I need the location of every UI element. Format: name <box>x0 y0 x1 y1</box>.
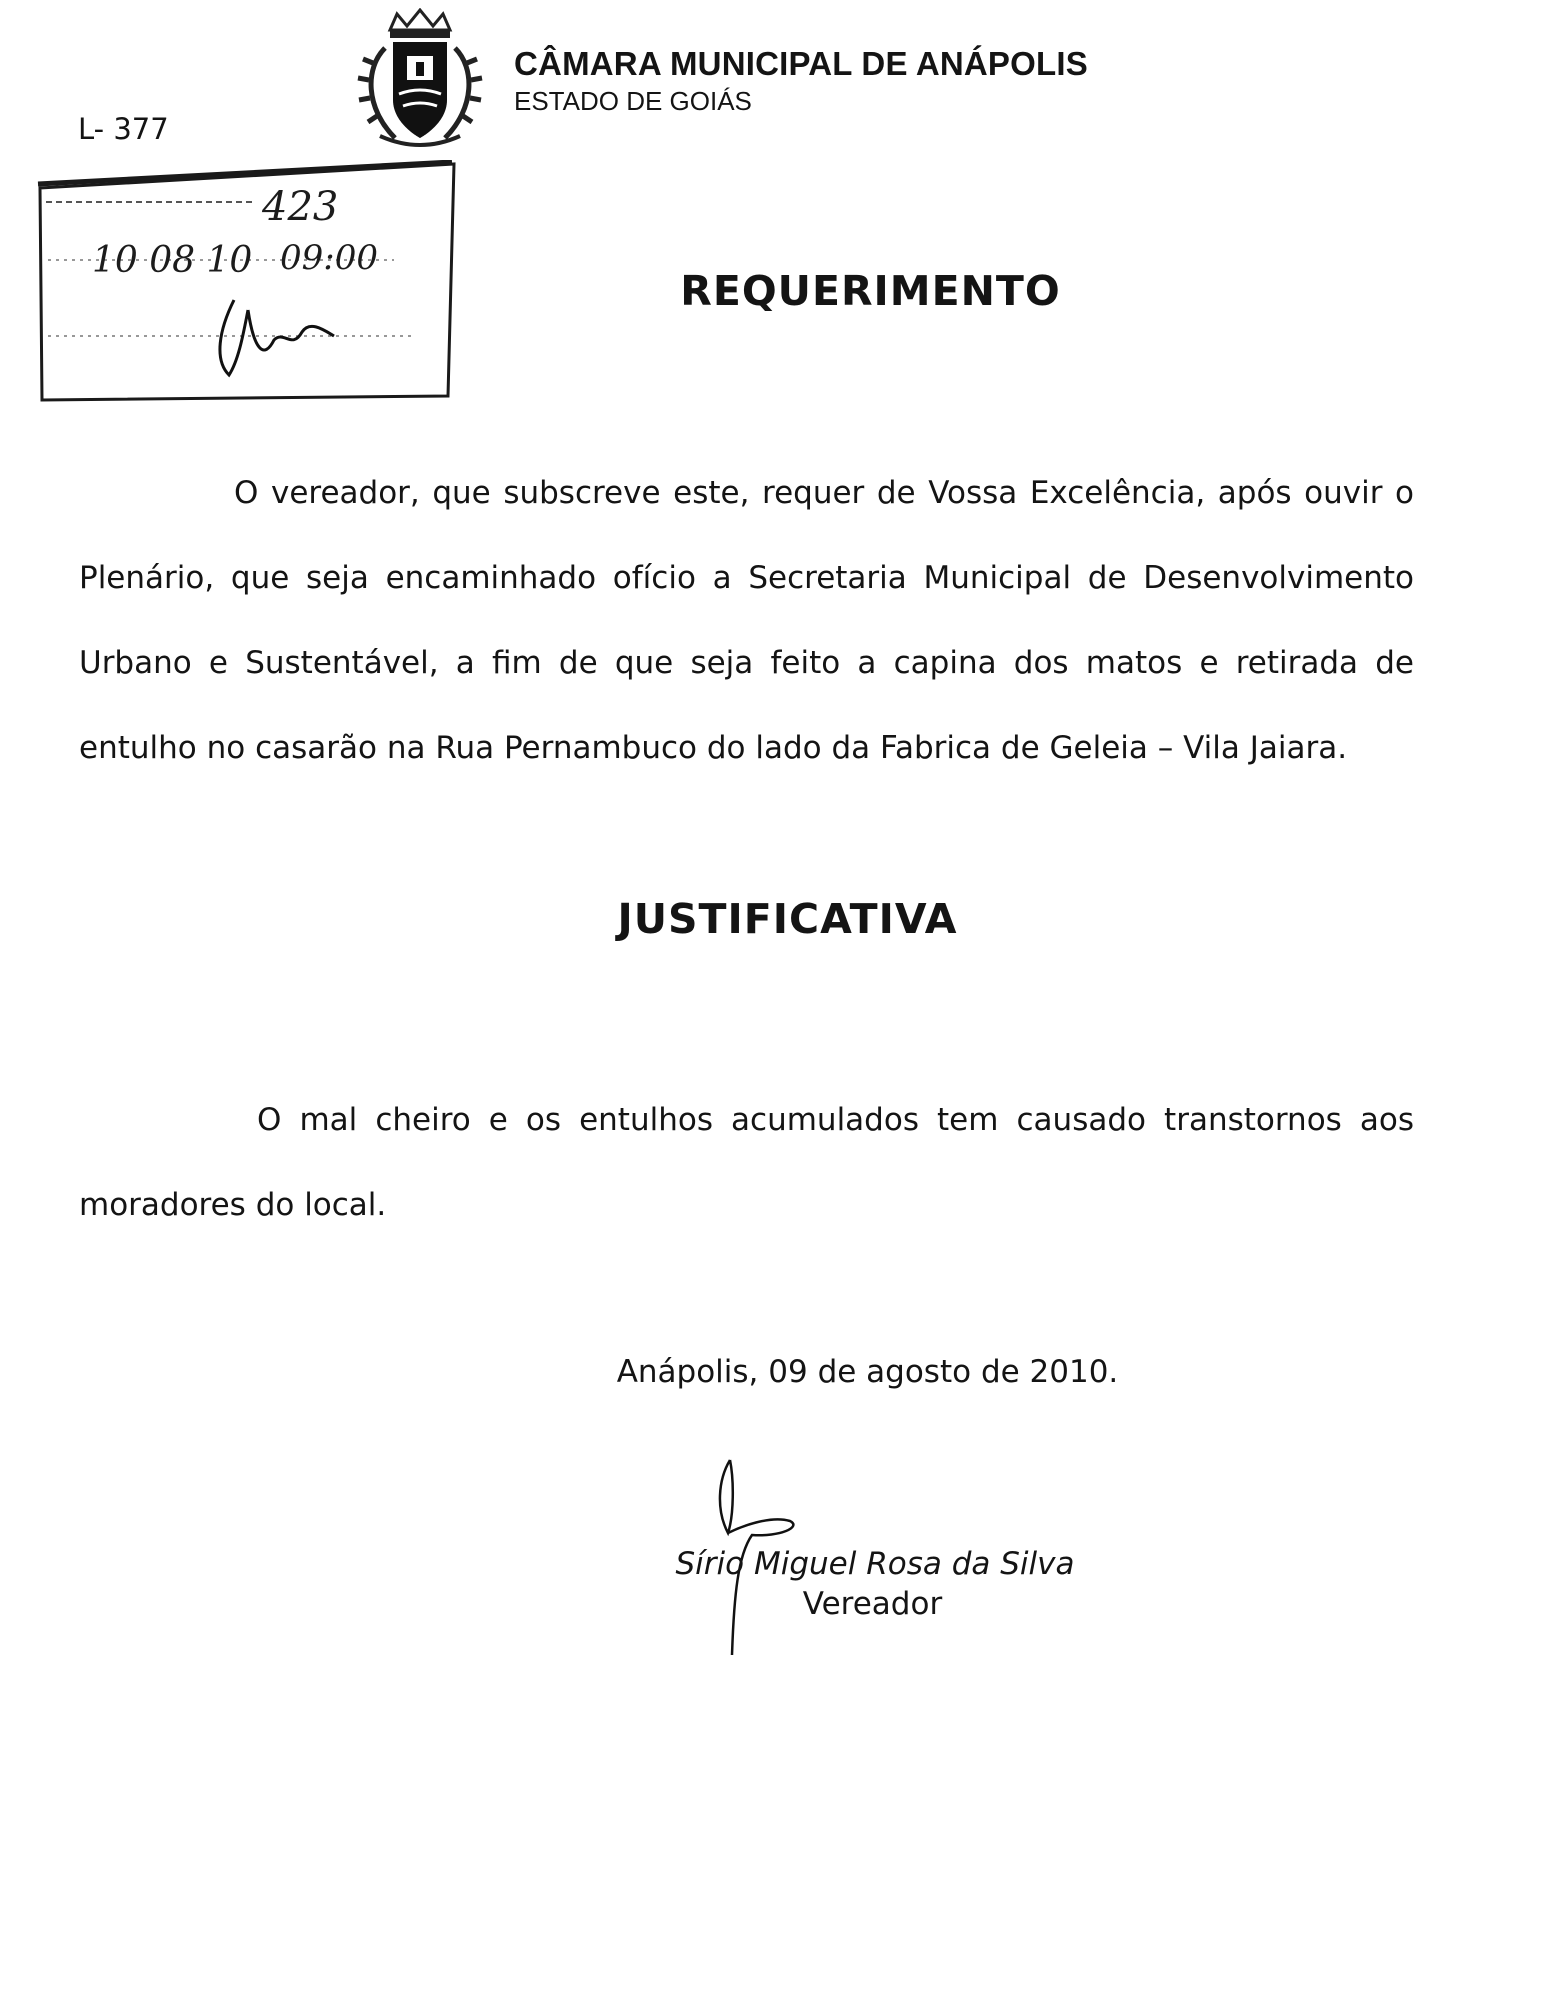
signatory-role <box>0 1586 1565 1622</box>
request-paragraph: O vereador, que subscreve este, requer de Vossa Excelência, após ouvir o Plenário, que seja encaminhado ofício a Secretaria Municipal de Desenvolvimento Urbano e Sustentável, a fim de que seja feito a capina dos matos e retirada de entulho no casarão na Rua Pernambuco do lado da Fabrica de Geleia – Vila Jaiara. <box>79 475 1414 766</box>
signatory-name-text: Sírio Miguel Rosa da Silva <box>675 1546 1075 1582</box>
document-title <box>0 267 1565 315</box>
stamp-date: 10 08 10 <box>92 240 253 281</box>
place-date-text: Anápolis, 09 de agosto de 2010. <box>616 1354 1119 1390</box>
place-date <box>0 1354 1565 1390</box>
justification-paragraph: O mal cheiro e os entulhos acumulados tem causado transtornos aos moradores do local. <box>79 1102 1414 1223</box>
document-title-text: REQUERIMENTO <box>680 267 1061 315</box>
signatory-role-text: Vereador <box>802 1586 943 1622</box>
justification-title <box>0 895 1565 943</box>
letterhead <box>514 44 1088 118</box>
justification-title-text: JUSTIFICATIVA <box>617 895 958 943</box>
org-name: CÂMARA MUNICIPAL DE ANÁPOLIS <box>514 45 1088 82</box>
signatory-name <box>0 1546 1565 1582</box>
municipal-crest-icon <box>345 8 495 158</box>
org-state: ESTADO DE GOIÁS <box>514 86 752 116</box>
document-reference: L- 377 <box>78 112 169 146</box>
stamp-number: 423 <box>262 184 339 230</box>
stamp-time: 09:00 <box>280 238 378 278</box>
